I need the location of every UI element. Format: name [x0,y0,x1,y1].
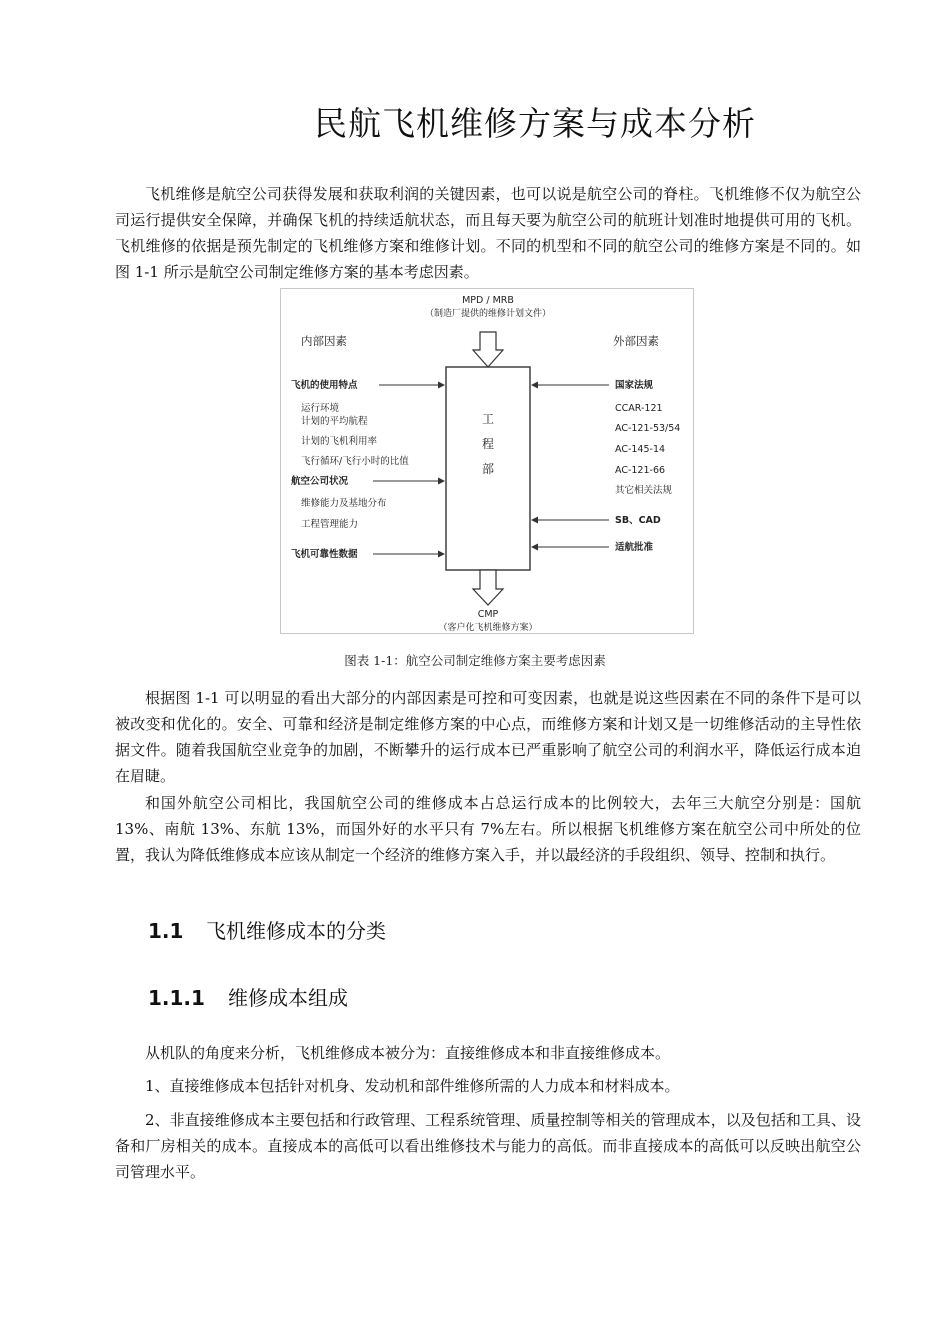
considerations-diagram [281,289,695,635]
section-title: 飞机维修成本的分类 [206,919,386,943]
external-factor-item: SB、CAD [615,515,661,526]
paragraph-2: 根据图 1-1 可以明显的看出大部分的内部因素是可控和可变因素，也就是说这些因素在不同的条件下是可以被改变和优化的。安全、可靠和经济是制定维修方案的中心点，而维修方案和计划又是一切维修活动的主导性依据文件。随着我国航空业竞争的加剧，不断攀升的运行成本已严重影响了航空公司的利润水平，降低运行成本迫在眉睫。 [115,689,861,785]
diagram-bottom-title: CMP [477,609,499,620]
center-char-1: 工 [481,412,495,426]
external-factor-item: 适航批准 [615,542,654,553]
external-factor-item: AC-145-14 [615,444,666,455]
center-char-2: 程 [481,437,495,451]
internal-factor-item: 飞行循环/飞行小时的比值 [301,456,409,467]
internal-factor-item: 维修能力及基地分布 [301,498,387,509]
external-factor-item: CCAR-121 [615,403,663,414]
internal-factor-item: 工程管理能力 [301,519,359,530]
section-heading-1-1-1 [148,982,348,1011]
section-number: 1.1.1 [148,986,205,1010]
paragraph-4: 从机队的角度来分析，飞机维修成本被分为：直接维修成本和非直接维修成本。 [145,1044,671,1062]
figure-caption: 图表 1-1：航空公司制定维修方案主要考虑因素 [344,653,606,668]
external-factors-label: 外部因素 [613,334,659,348]
diagram-top-title: MPD / MRB [462,295,514,306]
internal-factor-item: 运行环境 [301,403,340,414]
external-factor-item: 其它相关法规 [615,485,673,496]
internal-factor-item: 飞机的使用特点 [291,380,358,391]
figure-1-1 [280,288,694,634]
internal-factor-item: 计划的平均航程 [301,416,368,427]
external-factor-item: AC-121-53/54 [615,423,681,434]
section-heading-1-1 [148,915,386,944]
internal-factors-label: 内部因素 [301,334,347,348]
internal-factor-item: 计划的飞机利用率 [301,436,378,447]
paragraph-6: 2、非直接维修成本主要包括和行政管理、工程系统管理、质量控制等相关的管理成本，以及包括和工具、设备和厂房相关的成本。直接成本的高低可以看出维修技术与能力的高低。而非直接成本的高低可以反映出航空公司管理水平。 [115,1111,861,1181]
right-factor-list [615,379,680,553]
page-title: 民航飞机维修方案与成本分析 [314,104,756,143]
diagram-top-subtitle: （制造厂提供的维修计划文件） [424,309,552,319]
intro-paragraph: 飞机维修是航空公司获得发展和获取利润的关键因素，也可以说是航空公司的脊柱。飞机维修不仅为航空公司运行提供安全保障，并确保飞机的持续适航状态，而且每天要为航空公司的航班计划准时地提供可用的飞机。飞机维修的依据是预先制定的飞机维修方案和维修计划。不同的机型和不同的航空公司的维修方案是不同的。如图 1-1 所示是航空公司制定维修方案的基本考虑因素。 [115,185,861,281]
left-factor-list [291,379,409,560]
section-title: 维修成本组成 [228,986,348,1010]
top-input-arrow [473,332,503,367]
internal-factor-item: 飞机可靠性数据 [291,549,358,560]
external-factor-item: 国家法规 [615,380,654,391]
external-factor-item: AC-121-66 [615,465,666,476]
center-char-3: 部 [481,462,495,476]
paragraph-5: 1、直接维修成本包括针对机身、发动机和部件维修所需的人力成本和材料成本。 [145,1077,680,1095]
internal-factor-item: 航空公司状况 [291,476,349,487]
bottom-output-arrow [473,570,503,605]
section-number: 1.1 [148,919,184,943]
paragraph-3: 和国外航空公司相比，我国航空公司的维修成本占总运行成本的比例较大，去年三大航空分别是：国航 13%、南航 13%、东航 13%，而国外好的水平只有 7%左右。所以根据飞机维修方案在航空公司中所处的位置，我认为降低维修成本应该从制定一个经济的维修方案入手，并以最经济的手段组织、领导、控制和执行。 [115,794,861,864]
diagram-bottom-subtitle: （客户化飞机维修方案） [438,623,538,633]
